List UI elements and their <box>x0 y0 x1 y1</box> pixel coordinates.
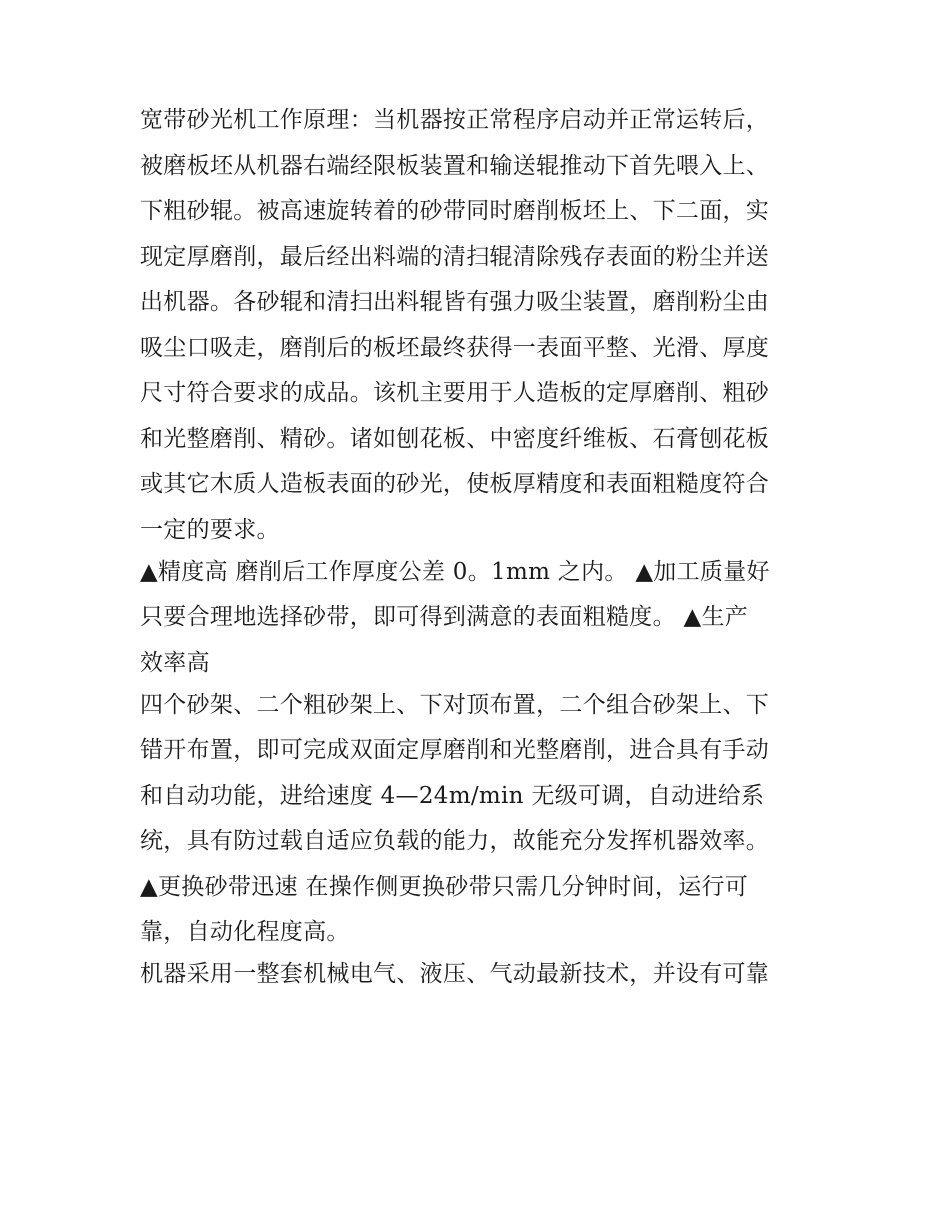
paragraph-features <box>140 559 820 676</box>
text-line: 效率高 <box>140 649 210 676</box>
text-line: 或其它木质人造板表面的砂光，使板厚精度和表面粗糙度符合 <box>140 471 770 497</box>
paragraph-sanding-frames <box>140 692 820 855</box>
text-line: 下粗砂辊。被高速旋转着的砂带同时磨削板坯上、下二面，实 <box>140 198 770 224</box>
text-line: 机器采用一整套机械电气、液压、气动最新技术，并设有可靠 <box>140 961 770 987</box>
text-line: 尺寸符合要求的成品。该机主要用于人造板的定厚磨削、粗砂 <box>140 380 770 406</box>
text-line: 被磨板坯从机器右端经限板装置和输送辊推动下首先喂入上、 <box>140 152 770 179</box>
text-line: 只要合理地选择砂带，即可得到满意的表面粗糙度。 ▲生产 <box>140 604 749 630</box>
text-line: ▲精度高 磨削后工作厚度公差 0。1mm 之内。 ▲加工质量好 <box>140 558 770 585</box>
document-body <box>140 107 820 987</box>
text-line: 出机器。各砂辊和清扫出料辊皆有强力吸尘装置，磨削粉尘由 <box>140 289 770 315</box>
text-line: ▲更换砂带迅速 在操作侧更换砂带只需几分钟时间，运行可 <box>140 873 749 900</box>
paragraph-working-principle <box>140 107 820 543</box>
text-line: 现定厚磨削，最后经出料端的清扫辊清除残存表面的粉尘并送 <box>140 243 770 270</box>
paragraph-technology <box>140 961 820 987</box>
text-line: 四个砂架、二个粗砂架上、下对顶布置，二个组合砂架上、下 <box>140 691 770 718</box>
text-line: 靠，自动化程度高。 <box>140 919 350 945</box>
text-line: 一定的要求。 <box>140 516 280 543</box>
text-line: 和光整磨削、精砂。诸如刨花板、中密度纤维板、石膏刨花板 <box>140 425 770 452</box>
text-line: 和自动功能，进给速度 4—24m/min 无级可调，自动进给系 <box>140 782 765 809</box>
text-line: 吸尘口吸走，磨削后的板坯最终获得一表面平整、光滑、厚度 <box>140 334 770 361</box>
paragraph-belt-change <box>140 874 820 946</box>
text-line: 统，具有防过载自适应负载的能力，故能充分发挥机器效率。 <box>140 828 770 854</box>
text-line: 宽带砂光机工作原理：当机器按正常程序启动并正常运转后， <box>140 107 770 133</box>
text-line: 错开布置，即可完成双面定厚磨削和光整磨削，进合具有手动 <box>140 737 770 763</box>
